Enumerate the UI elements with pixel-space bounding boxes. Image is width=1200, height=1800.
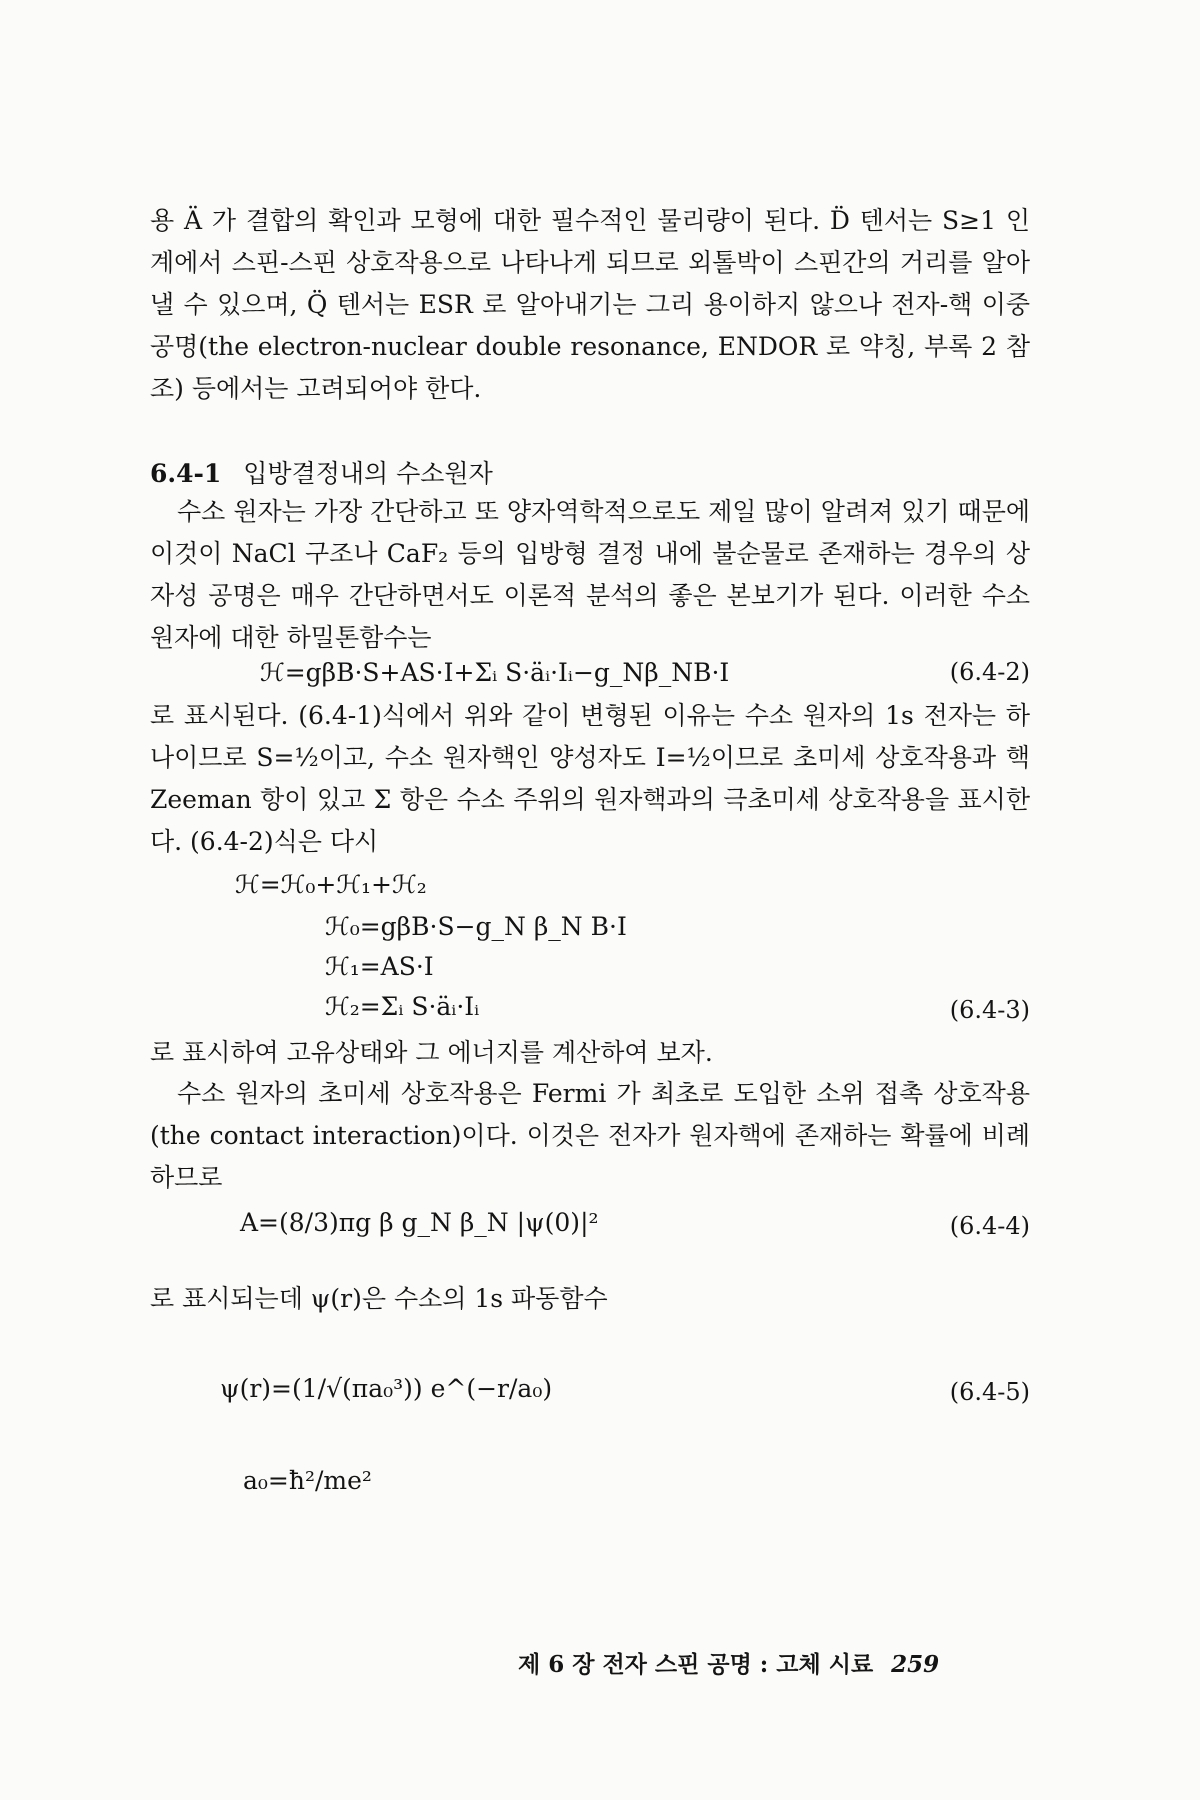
- equation-6-4-4: A=(8/3)πg β g_N β_N |ψ(0)|²: [240, 1208, 599, 1237]
- paragraph-4-text: 로 표시하여 고유상태와 그 에너지를 계산하여 보자.: [150, 1038, 713, 1067]
- equation-6-4-3-line-4: ℋ₂=Σᵢ S·äᵢ·Iᵢ: [325, 992, 480, 1021]
- equation-6-4-5: ψ(r)=(1/√(πa₀³)) e^(−r/a₀): [220, 1374, 553, 1403]
- equation-6-4-3-line-2: ℋ₀=gβB·S−g_N β_N B·I: [325, 912, 627, 941]
- paragraph-3: [150, 695, 1030, 863]
- section-number: 6.4-1: [150, 459, 222, 488]
- paragraph-3-text: 로 표시된다. (6.4-1)식에서 위와 같이 변형된 이유는 수소 원자의 1s 전자는 하나이므로 S=½이고, 수소 원자핵인 양성자도 I=½이므로 초미세 상호작용과 핵 Zeeman 항이 있고 Σ 항은 수소 주위의 원자핵과의 극초미세 상호작용을 표시한다. (6.4-2)식은 다시: [150, 701, 1030, 856]
- chapter-title: 제 6 장 전자 스핀 공명 : 고체 시료: [518, 1651, 874, 1678]
- equation-bohr-radius: a₀=ħ²/me²: [243, 1466, 372, 1495]
- equation-6-4-3-line-1: ℋ=ℋ₀+ℋ₁+ℋ₂: [235, 870, 427, 899]
- paragraph-5: [150, 1073, 1030, 1199]
- equation-number-6-4-2: (6.4-2): [949, 658, 1030, 686]
- paragraph-5-text: 수소 원자의 초미세 상호작용은 Fermi 가 최초로 도입한 소위 접촉 상호작용(the contact interaction)이다. 이것은 전자가 원자핵에 존재하는 확률에 비례하므로: [150, 1079, 1030, 1192]
- paragraph-2: [150, 491, 1030, 659]
- paragraph-1: [150, 200, 1030, 410]
- equation-6-4-3-line-3: ℋ₁=AS·I: [325, 952, 434, 981]
- section-heading: [150, 453, 1030, 495]
- paragraph-6-text: 로 표시되는데 ψ(r)은 수소의 1s 파동함수: [150, 1284, 608, 1313]
- running-footer: [518, 1646, 1048, 1679]
- equation-number-6-4-5: (6.4-5): [949, 1378, 1030, 1406]
- section-title: 입방결정내의 수소원자: [243, 459, 493, 488]
- equation-6-4-2: ℋ=gβB·S+AS·I+Σᵢ S·äᵢ·Iᵢ−g_Nβ_NB·I: [260, 658, 730, 687]
- paragraph-6: [150, 1278, 1030, 1320]
- paragraph-4: [150, 1032, 1030, 1074]
- equation-number-6-4-4: (6.4-4): [949, 1212, 1030, 1240]
- paragraph-1-text: 용 Ä 가 결합의 확인과 모형에 대한 필수적인 물리량이 된다. D̈ 텐서는 S≥1 인 계에서 스핀-스핀 상호작용으로 나타나게 되므로 외톨박이 스핀간의 거리를 알아낼 수 있으며, Q̈ 텐서는 ESR 로 알아내기는 그리 용이하지 않으나 전자-핵 이중공명(the electron-nuclear double resonance, ENDOR 로 약칭, 부록 2 참조) 등에서는 고려되어야 한다.: [150, 206, 1030, 403]
- equation-number-6-4-3: (6.4-3): [949, 996, 1030, 1024]
- page-number: 259: [891, 1651, 940, 1678]
- paragraph-2-text: 수소 원자는 가장 간단하고 또 양자역학적으로도 제일 많이 알려져 있기 때문에 이것이 NaCl 구조나 CaF₂ 등의 입방형 결정 내에 불순물로 존재하는 경우의 상자성 공명은 매우 간단하면서도 이론적 분석의 좋은 본보기가 된다. 이러한 수소 원자에 대한 하밀톤함수는: [150, 497, 1030, 652]
